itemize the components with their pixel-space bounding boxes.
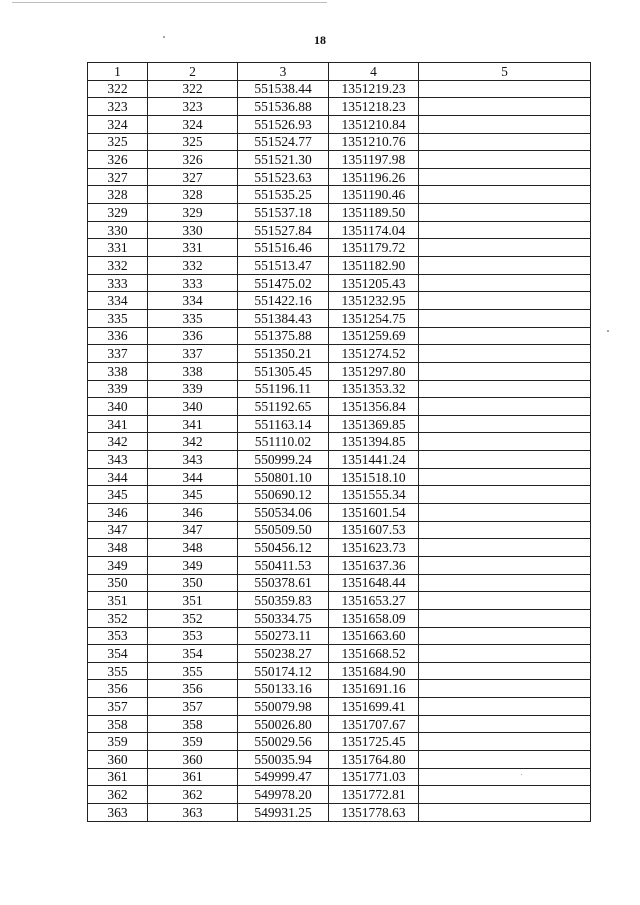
- table-cell: 551535.25: [238, 186, 329, 204]
- table-cell: 339: [88, 380, 148, 398]
- table-cell: 551523.63: [238, 168, 329, 186]
- table-cell: 1351210.84: [329, 115, 419, 133]
- table-cell: 352: [88, 609, 148, 627]
- table-row: [88, 468, 591, 486]
- table-cell: 360: [148, 750, 238, 768]
- table-cell: 550133.16: [238, 680, 329, 698]
- table-cell: 551422.16: [238, 292, 329, 310]
- table-cell: [419, 398, 591, 416]
- table-cell: 550509.50: [238, 521, 329, 539]
- table-cell: 326: [88, 151, 148, 169]
- table-cell: 550334.75: [238, 609, 329, 627]
- table-row: [88, 292, 591, 310]
- table-cell: 1351607.53: [329, 521, 419, 539]
- table-cell: 1351356.84: [329, 398, 419, 416]
- table-cell: 350: [88, 574, 148, 592]
- table-cell: 322: [148, 80, 238, 98]
- table-row: [88, 186, 591, 204]
- table-row: [88, 327, 591, 345]
- table-cell: [419, 733, 591, 751]
- table-cell: [419, 98, 591, 116]
- table-cell: [419, 380, 591, 398]
- table-cell: 551350.21: [238, 345, 329, 363]
- table-cell: 357: [88, 698, 148, 716]
- table-cell: 1351210.76: [329, 133, 419, 151]
- table-cell: 338: [148, 362, 238, 380]
- table-row: [88, 645, 591, 663]
- table-cell: 326: [148, 151, 238, 169]
- table-cell: 550801.10: [238, 468, 329, 486]
- table-cell: [419, 168, 591, 186]
- table-cell: 347: [88, 521, 148, 539]
- table-row: [88, 133, 591, 151]
- table-cell: 1351232.95: [329, 292, 419, 310]
- table-cell: [419, 239, 591, 257]
- table-cell: 361: [148, 768, 238, 786]
- table-row: [88, 98, 591, 116]
- table-row: [88, 309, 591, 327]
- table-cell: 328: [88, 186, 148, 204]
- table-cell: 351: [148, 592, 238, 610]
- table-cell: 1351623.73: [329, 539, 419, 557]
- table-cell: 1351778.63: [329, 803, 419, 821]
- table-cell: 334: [148, 292, 238, 310]
- table-cell: 328: [148, 186, 238, 204]
- table-cell: 339: [148, 380, 238, 398]
- table-row: [88, 151, 591, 169]
- table-row: [88, 574, 591, 592]
- table-row: [88, 609, 591, 627]
- table-cell: 343: [88, 451, 148, 469]
- table-cell: 353: [148, 627, 238, 645]
- table-cell: 1351179.72: [329, 239, 419, 257]
- table-row: [88, 768, 591, 786]
- table-cell: 335: [148, 309, 238, 327]
- table-cell: 333: [148, 274, 238, 292]
- table-cell: 359: [88, 733, 148, 751]
- table-cell: [419, 309, 591, 327]
- table-cell: [419, 715, 591, 733]
- table-cell: 324: [148, 115, 238, 133]
- table-cell: 1351648.44: [329, 574, 419, 592]
- table-cell: 551537.18: [238, 204, 329, 222]
- table-cell: 334: [88, 292, 148, 310]
- table-cell: 325: [148, 133, 238, 151]
- table-cell: 1351205.43: [329, 274, 419, 292]
- table-cell: 1351197.98: [329, 151, 419, 169]
- table-cell: 1351394.85: [329, 433, 419, 451]
- table-cell: [419, 292, 591, 310]
- table-row: [88, 592, 591, 610]
- table-row: [88, 204, 591, 222]
- table-cell: 551110.02: [238, 433, 329, 451]
- table-row: [88, 680, 591, 698]
- table-cell: 341: [148, 415, 238, 433]
- table-cell: 335: [88, 309, 148, 327]
- table-cell: 363: [148, 803, 238, 821]
- table-row: [88, 239, 591, 257]
- table-cell: 360: [88, 750, 148, 768]
- table-cell: [419, 362, 591, 380]
- scan-artifact-line: [12, 2, 327, 3]
- table-cell: 358: [88, 715, 148, 733]
- table-row: [88, 662, 591, 680]
- table-cell: 353: [88, 627, 148, 645]
- table-row: [88, 80, 591, 98]
- column-header: 5: [419, 63, 591, 81]
- table-header-row: [88, 63, 591, 81]
- table-cell: 344: [148, 468, 238, 486]
- table-cell: 1351691.16: [329, 680, 419, 698]
- table-cell: 1351274.52: [329, 345, 419, 363]
- table-cell: 551521.30: [238, 151, 329, 169]
- table-cell: [419, 698, 591, 716]
- table-cell: 341: [88, 415, 148, 433]
- table-cell: 1351668.52: [329, 645, 419, 663]
- table-cell: 1351441.24: [329, 451, 419, 469]
- table-cell: 1351684.90: [329, 662, 419, 680]
- table-cell: 550238.27: [238, 645, 329, 663]
- table-cell: 322: [88, 80, 148, 98]
- table-row: [88, 486, 591, 504]
- coordinates-table: [87, 62, 591, 822]
- table-cell: 1351369.85: [329, 415, 419, 433]
- table-row: [88, 257, 591, 275]
- table-row: [88, 362, 591, 380]
- table-cell: 358: [148, 715, 238, 733]
- table-cell: 551475.02: [238, 274, 329, 292]
- table-cell: [419, 433, 591, 451]
- table-cell: 1351297.80: [329, 362, 419, 380]
- column-header: 2: [148, 63, 238, 81]
- table-cell: 550411.53: [238, 556, 329, 574]
- table-cell: 550079.98: [238, 698, 329, 716]
- table-row: [88, 415, 591, 433]
- table-cell: [419, 786, 591, 804]
- table-row: [88, 433, 591, 451]
- table-cell: 361: [88, 768, 148, 786]
- table-cell: 344: [88, 468, 148, 486]
- table-row: [88, 398, 591, 416]
- table-cell: 336: [88, 327, 148, 345]
- table-row: [88, 733, 591, 751]
- table-row: [88, 274, 591, 292]
- table-cell: 338: [88, 362, 148, 380]
- table-row: [88, 504, 591, 522]
- table-cell: [419, 662, 591, 680]
- table-cell: 357: [148, 698, 238, 716]
- table-cell: 352: [148, 609, 238, 627]
- table-cell: 347: [148, 521, 238, 539]
- table-cell: 330: [88, 221, 148, 239]
- table-cell: 551163.14: [238, 415, 329, 433]
- table-cell: [419, 592, 591, 610]
- table-cell: 354: [148, 645, 238, 663]
- table-cell: 333: [88, 274, 148, 292]
- table-cell: [419, 133, 591, 151]
- table-cell: [419, 486, 591, 504]
- table-cell: 346: [148, 504, 238, 522]
- table-row: [88, 715, 591, 733]
- table-cell: [419, 221, 591, 239]
- table-cell: 1351353.32: [329, 380, 419, 398]
- table-cell: [419, 451, 591, 469]
- table-cell: 332: [148, 257, 238, 275]
- table-cell: [419, 521, 591, 539]
- table-cell: 549931.25: [238, 803, 329, 821]
- table-row: [88, 750, 591, 768]
- table-cell: 332: [88, 257, 148, 275]
- table-cell: [419, 627, 591, 645]
- table-cell: 351: [88, 592, 148, 610]
- table-cell: 550690.12: [238, 486, 329, 504]
- table-cell: 1351663.60: [329, 627, 419, 645]
- table-cell: 549978.20: [238, 786, 329, 804]
- table-cell: 550534.06: [238, 504, 329, 522]
- table-cell: 1351653.27: [329, 592, 419, 610]
- table-cell: 551192.65: [238, 398, 329, 416]
- table-cell: 1351771.03: [329, 768, 419, 786]
- table-cell: 1351601.54: [329, 504, 419, 522]
- table-cell: 329: [148, 204, 238, 222]
- page-number: 18: [314, 33, 326, 47]
- table-cell: 345: [88, 486, 148, 504]
- table-row: [88, 556, 591, 574]
- table-cell: 1351699.41: [329, 698, 419, 716]
- table-cell: 337: [148, 345, 238, 363]
- scan-speck: [607, 330, 609, 332]
- table-cell: [419, 645, 591, 663]
- table-cell: 1351218.23: [329, 98, 419, 116]
- table-cell: 354: [88, 645, 148, 663]
- table-cell: 345: [148, 486, 238, 504]
- table-cell: 340: [88, 398, 148, 416]
- table-cell: [419, 345, 591, 363]
- table-cell: 348: [148, 539, 238, 557]
- table-cell: 550378.61: [238, 574, 329, 592]
- table-cell: [419, 415, 591, 433]
- table-cell: [419, 327, 591, 345]
- column-header: 4: [329, 63, 419, 81]
- table-cell: 337: [88, 345, 148, 363]
- table-cell: [419, 803, 591, 821]
- table-cell: 323: [88, 98, 148, 116]
- table-cell: 1351658.09: [329, 609, 419, 627]
- table-cell: 359: [148, 733, 238, 751]
- table-row: [88, 168, 591, 186]
- table-cell: [419, 768, 591, 786]
- column-header: 3: [238, 63, 329, 81]
- table-cell: 1351772.81: [329, 786, 419, 804]
- table-cell: [419, 468, 591, 486]
- table-cell: 1351174.04: [329, 221, 419, 239]
- table-row: [88, 539, 591, 557]
- table-cell: 1351725.45: [329, 733, 419, 751]
- table-cell: 1351707.67: [329, 715, 419, 733]
- table-row: [88, 786, 591, 804]
- table-cell: 325: [88, 133, 148, 151]
- table-cell: 1351196.26: [329, 168, 419, 186]
- table-cell: [419, 80, 591, 98]
- table-cell: 327: [148, 168, 238, 186]
- table-cell: [419, 186, 591, 204]
- table-cell: 1351637.36: [329, 556, 419, 574]
- table-cell: [419, 609, 591, 627]
- table-cell: 355: [148, 662, 238, 680]
- table-cell: [419, 750, 591, 768]
- table-cell: 551305.45: [238, 362, 329, 380]
- table-body: [88, 80, 591, 821]
- table-cell: 551536.88: [238, 98, 329, 116]
- table-row: [88, 345, 591, 363]
- table-cell: 550999.24: [238, 451, 329, 469]
- table-cell: 343: [148, 451, 238, 469]
- table-cell: 349: [148, 556, 238, 574]
- table-cell: 336: [148, 327, 238, 345]
- table-cell: 551513.47: [238, 257, 329, 275]
- table-row: [88, 803, 591, 821]
- table-cell: 329: [88, 204, 148, 222]
- table-cell: [419, 204, 591, 222]
- table-cell: 551516.46: [238, 239, 329, 257]
- table-cell: 550174.12: [238, 662, 329, 680]
- table-cell: [419, 151, 591, 169]
- table-row: [88, 115, 591, 133]
- table-cell: 550456.12: [238, 539, 329, 557]
- table-cell: 331: [88, 239, 148, 257]
- table-cell: 327: [88, 168, 148, 186]
- table-cell: 550029.56: [238, 733, 329, 751]
- table-cell: 550026.80: [238, 715, 329, 733]
- table-cell: 551524.77: [238, 133, 329, 151]
- table-cell: 1351764.80: [329, 750, 419, 768]
- table-cell: [419, 274, 591, 292]
- table-cell: 551527.84: [238, 221, 329, 239]
- table-cell: 1351518.10: [329, 468, 419, 486]
- table-cell: 1351254.75: [329, 309, 419, 327]
- table-row: [88, 221, 591, 239]
- table-cell: 550359.83: [238, 592, 329, 610]
- table-cell: [419, 556, 591, 574]
- table-row: [88, 698, 591, 716]
- table-cell: [419, 539, 591, 557]
- table-cell: 362: [88, 786, 148, 804]
- table-cell: 340: [148, 398, 238, 416]
- table-cell: 550273.11: [238, 627, 329, 645]
- table-cell: 356: [88, 680, 148, 698]
- table-cell: 551384.43: [238, 309, 329, 327]
- table-cell: 356: [148, 680, 238, 698]
- table-cell: [419, 504, 591, 522]
- table-cell: 348: [88, 539, 148, 557]
- table-cell: [419, 115, 591, 133]
- table-cell: 1351555.34: [329, 486, 419, 504]
- table-cell: 1351219.23: [329, 80, 419, 98]
- table-row: [88, 521, 591, 539]
- table-cell: 330: [148, 221, 238, 239]
- table-cell: 324: [88, 115, 148, 133]
- table-cell: 355: [88, 662, 148, 680]
- table-cell: 1351190.46: [329, 186, 419, 204]
- table-cell: 1351189.50: [329, 204, 419, 222]
- table-cell: 551196.11: [238, 380, 329, 398]
- table-cell: 1351259.69: [329, 327, 419, 345]
- table-cell: 346: [88, 504, 148, 522]
- table-cell: 331: [148, 239, 238, 257]
- table-cell: 549999.47: [238, 768, 329, 786]
- table-cell: 362: [148, 786, 238, 804]
- table-cell: [419, 680, 591, 698]
- column-header: 1: [88, 63, 148, 81]
- table-cell: [419, 574, 591, 592]
- table-cell: 342: [148, 433, 238, 451]
- table-row: [88, 380, 591, 398]
- table-cell: 551538.44: [238, 80, 329, 98]
- table-cell: [419, 257, 591, 275]
- table-cell: 323: [148, 98, 238, 116]
- table-row: [88, 451, 591, 469]
- table-cell: 1351182.90: [329, 257, 419, 275]
- table-cell: 550035.94: [238, 750, 329, 768]
- table-cell: 350: [148, 574, 238, 592]
- table-cell: 349: [88, 556, 148, 574]
- table-cell: 342: [88, 433, 148, 451]
- table-cell: 363: [88, 803, 148, 821]
- table-row: [88, 627, 591, 645]
- table-cell: 551375.88: [238, 327, 329, 345]
- table-cell: 551526.93: [238, 115, 329, 133]
